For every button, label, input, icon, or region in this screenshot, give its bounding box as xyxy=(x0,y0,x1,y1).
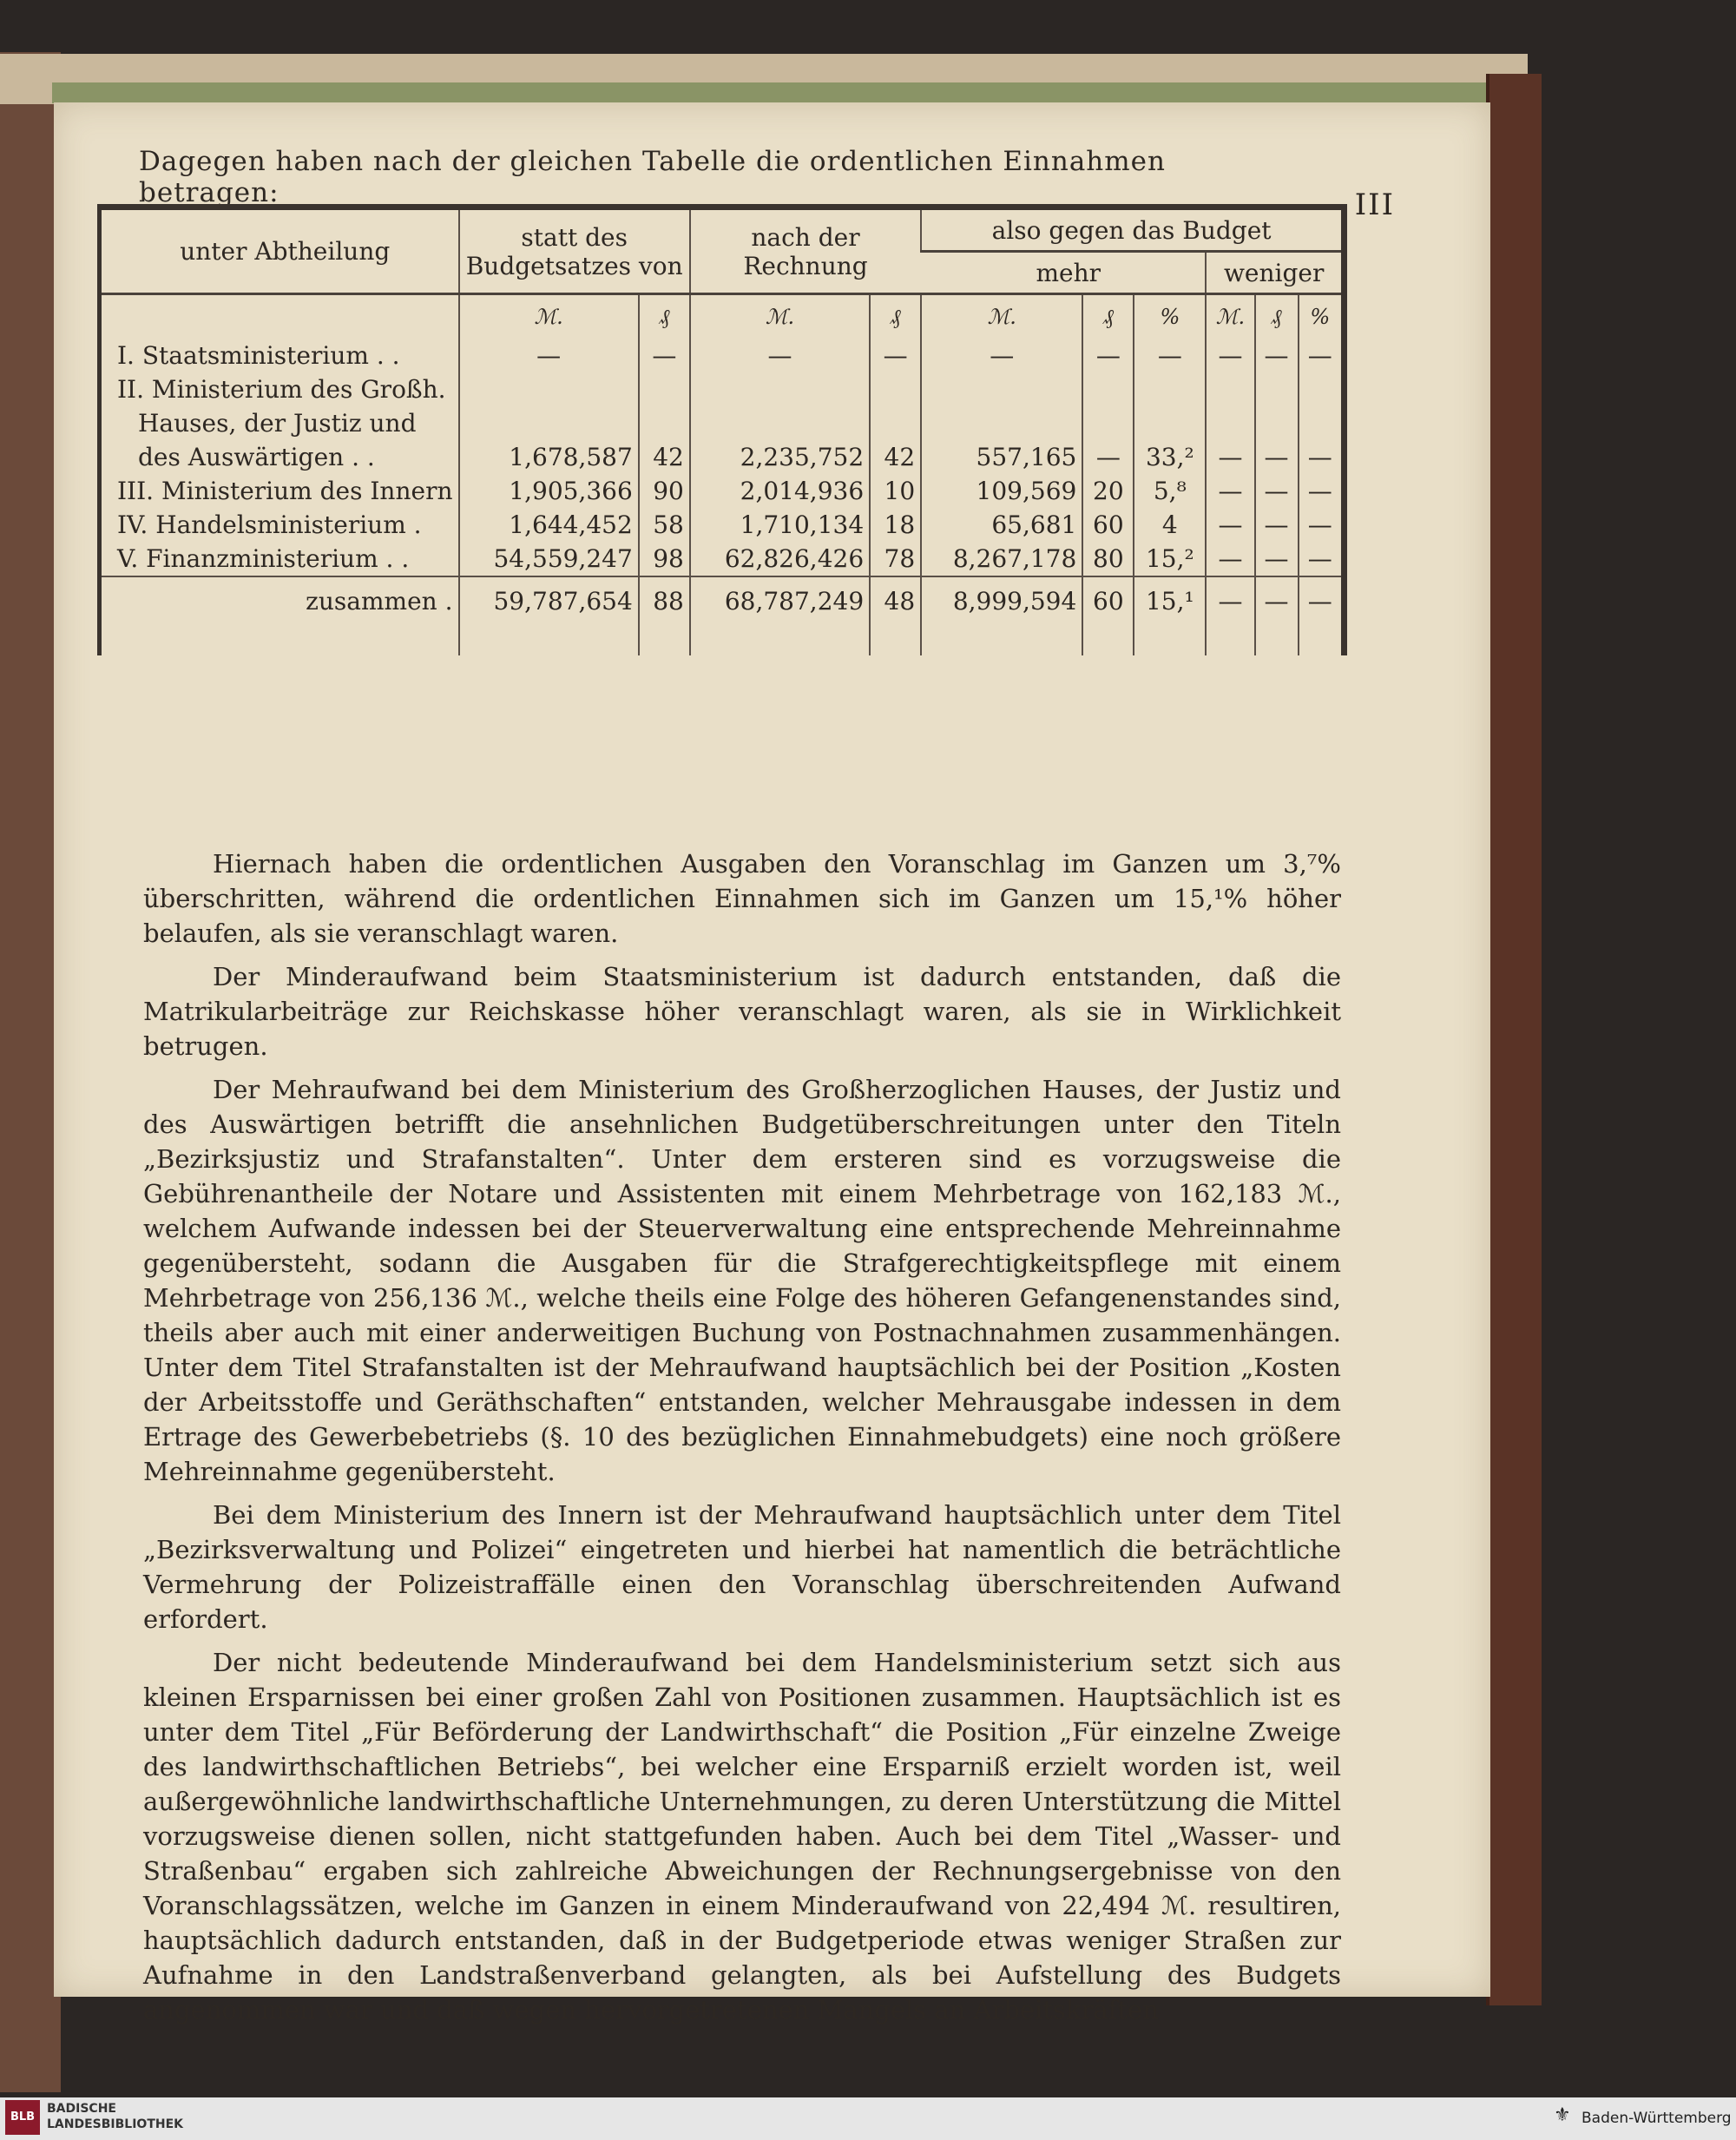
revenue-table xyxy=(97,204,1347,655)
cell-weniger-m: — xyxy=(1206,508,1254,542)
unit-blank xyxy=(100,294,459,339)
state-name: Baden-Württemberg xyxy=(1581,2110,1732,2127)
cell-weniger-m: — xyxy=(1206,339,1254,372)
table-row xyxy=(100,440,1345,474)
book-cover-right xyxy=(1486,74,1542,2005)
cell-nach-m: 1,710,134 xyxy=(690,508,870,542)
unit-mark: ℳ. xyxy=(921,294,1082,339)
cell-nach-pf: 42 xyxy=(870,440,921,474)
table-spacer-row xyxy=(100,624,1345,655)
unit-mark: ℳ. xyxy=(1206,294,1254,339)
cell-statt-m: 54,559,247 xyxy=(459,542,639,576)
unit-mark: ℳ. xyxy=(690,294,870,339)
row-name: des Auswärtigen . . xyxy=(138,443,375,471)
cell-weniger-pct: — xyxy=(1299,440,1345,474)
unit-pfennig: ₰ xyxy=(639,294,690,339)
cell-mehr-pf: 20 xyxy=(1082,474,1134,508)
cell-nach-m: 62,826,426 xyxy=(690,542,870,576)
header-nach: nach der Rechnung xyxy=(690,207,921,294)
cell-mehr-pf: — xyxy=(1082,339,1134,372)
total-weniger-pct: — xyxy=(1299,576,1345,624)
library-name-line2: LANDESBIBLIOTHEK xyxy=(47,2117,184,2131)
cell-statt-m: 1,644,452 xyxy=(459,508,639,542)
total-mehr-pf: 60 xyxy=(1082,576,1134,624)
header-statt: statt des Budgetsatzes von xyxy=(459,207,690,294)
table-row xyxy=(100,406,1345,440)
table-row xyxy=(100,339,1345,372)
cell-nach-pf: — xyxy=(870,339,921,372)
total-statt-pf: 88 xyxy=(639,576,690,624)
book-edge-left xyxy=(0,52,61,2092)
cell-nach-pf: 18 xyxy=(870,508,921,542)
cell-mehr-pct: 4 xyxy=(1134,508,1206,542)
cell-mehr-m: 557,165 xyxy=(921,440,1082,474)
cell-mehr-pct: 15,² xyxy=(1134,542,1206,576)
cell-nach-m: 2,014,936 xyxy=(690,474,870,508)
row-name: IV. Handelsministerium . xyxy=(117,510,422,539)
cell-mehr-m: 8,267,178 xyxy=(921,542,1082,576)
total-statt-m: 59,787,654 xyxy=(459,576,639,624)
unit-pfennig: ₰ xyxy=(870,294,921,339)
cell-statt-m: 1,678,587 xyxy=(459,440,639,474)
table-row xyxy=(100,474,1345,508)
cell-mehr-pct: 5,⁸ xyxy=(1134,474,1206,508)
cell-weniger-pf: — xyxy=(1255,440,1299,474)
cell-nach-pf: 78 xyxy=(870,542,921,576)
header-mehr: mehr xyxy=(921,252,1206,294)
unit-mark: ℳ. xyxy=(459,294,639,339)
header-weniger: weniger xyxy=(1206,252,1344,294)
cell-mehr-pf: 80 xyxy=(1082,542,1134,576)
cell-mehr-m: 65,681 xyxy=(921,508,1082,542)
total-weniger-m: — xyxy=(1206,576,1254,624)
cell-weniger-pct: — xyxy=(1299,542,1345,576)
cell-weniger-m: — xyxy=(1206,440,1254,474)
table-unit-row xyxy=(100,294,1345,339)
intro-line: Dagegen haben nach der gleichen Tabelle die ordentlichen Einnahmen betragen: xyxy=(139,146,1166,208)
cell-weniger-pf: — xyxy=(1255,474,1299,508)
total-label: zusammen . xyxy=(100,576,459,624)
blb-logo: BLB xyxy=(5,2100,40,2135)
cell-weniger-pf: — xyxy=(1255,339,1299,372)
cell-mehr-pct: — xyxy=(1134,339,1206,372)
cell-mehr-pct: 33,² xyxy=(1134,440,1206,474)
cell-statt-m: — xyxy=(459,339,639,372)
paragraph: Der Minderaufwand beim Staatsministerium ist dadurch entstanden, daß die Matrikularbeiträge zur Reichskasse höher veranschlagt waren, als sie in Wirklichkeit betrugen. xyxy=(143,962,1341,1061)
cell-weniger-m: — xyxy=(1206,474,1254,508)
total-nach-m: 68,787,249 xyxy=(690,576,870,624)
row-name: I. Staatsministerium . . xyxy=(117,341,400,370)
row-name: V. Finanzministerium . . xyxy=(117,544,410,573)
unit-pfennig: ₰ xyxy=(1082,294,1134,339)
header-also: also gegen das Budget xyxy=(921,207,1344,252)
cell-weniger-m: — xyxy=(1206,542,1254,576)
cell-weniger-pct: — xyxy=(1299,474,1345,508)
cell-statt-pf: 98 xyxy=(639,542,690,576)
cell-weniger-pct: — xyxy=(1299,508,1345,542)
cell-statt-pf: 58 xyxy=(639,508,690,542)
paragraph: Der Mehraufwand bei dem Ministerium des Großherzoglichen Hauses, der Justiz und des Auswärtigen betrifft die ansehnlichen Budgetüberschreitungen unter den Titeln „Bezirksjustiz und Strafanstalten“. Unter dem ersteren sind es vorzugsweise die Gebührenantheile der Notare und Assistenten mit einem Mehrbetrage von 162,183 ℳ., welchem Aufwande indessen bei der Steuerverwaltung eine entsprechende Mehreinnahme gegenübersteht, sodann die Ausgaben für die Strafgerechtigkeitspflege mit einem Mehrbetrage von 256,136 ℳ., welche theils eine Folge des höheren Gefangenenstandes sind, theils aber auch mit einer anderweitigen Buchung von Postnachnahmen zusammenhängen. Unter dem Titel Strafanstalten ist der Mehraufwand hauptsächlich bei der Position „Kosten der Arbeitsstoffe und Geräthschaften“ entstanden, welcher Mehrausgabe indessen in dem Ertrage des Gewerbebetriebs (§. 10 des bezüglichen Einnahmebudgets) eine noch größere Mehreinnahme gegenübersteht. xyxy=(143,1075,1341,1486)
viewer-footer xyxy=(0,2097,1736,2140)
paragraph: Hiernach haben die ordentlichen Ausgaben den Voranschlag im Ganzen um 3,⁷% überschritten, während die ordentlichen Einnahmen sich im Ganzen um 15,¹% höher belaufen, als sie veranschlagt waren. xyxy=(143,849,1341,948)
paragraph: Bei dem Ministerium des Innern ist der Mehraufwand hauptsächlich unter dem Titel „Bezirksverwaltung und Polizei“ eingetreten und hierbei hat namentlich die beträchtliche Vermehrung der Polizeistraffälle einen den Voranschlag überschreitenden Aufwand erfordert. xyxy=(143,1500,1341,1634)
paragraph: Der nicht bedeutende Minderaufwand bei dem Handelsministerium setzt sich aus kleinen Ersparnissen bei einer großen Zahl von Positionen zusammen. Hauptsächlich ist es unter dem Titel „Für Beförderung der Landwirthschaft“ die Position „Für einzelne Zweige des landwirthschaftlichen Betriebs“, bei welcher eine Ersparniß erzielt worden ist, weil außergewöhnliche landwirthschaftliche Unternehmungen, zu deren Unterstützung die Mittel vorzugsweise dienen sollen, nicht stattgefunden haben. Auch bei dem Titel „Wasser- und Straßenbau“ ergaben sich zahlreiche Abweichungen der Rechnungsergebnisse von den Voranschlagssätzen, welche im Ganzen in einem Minderaufwand von 22,494 ℳ. resultiren, hauptsächlich dadurch entstanden, daß in der Budgetperiode etwas weniger Straßen zur Aufnahme in den Landstraßenverband gelangten, als bei Aufstellung des Budgets angenommen war und daß wegen hervorgetretenen Mangels an Arbeitskräften xyxy=(143,1648,1341,2025)
page-number: III xyxy=(1354,188,1395,222)
cell-mehr-pf: 60 xyxy=(1082,508,1134,542)
cell-statt-pf: 90 xyxy=(639,474,690,508)
library-name-line1: BADISCHE xyxy=(47,2102,116,2116)
cell-weniger-pf: — xyxy=(1255,508,1299,542)
total-mehr-m: 8,999,594 xyxy=(921,576,1082,624)
cell-nach-m: 2,235,752 xyxy=(690,440,870,474)
cell-nach-m: — xyxy=(690,339,870,372)
unit-percent: % xyxy=(1299,294,1345,339)
total-nach-pf: 48 xyxy=(870,576,921,624)
cell-statt-m: 1,905,366 xyxy=(459,474,639,508)
total-mehr-pct: 15,¹ xyxy=(1134,576,1206,624)
library-name xyxy=(47,2101,183,2132)
table-total-row xyxy=(100,576,1345,624)
unit-percent: % xyxy=(1134,294,1206,339)
book-edge-green xyxy=(52,82,1493,103)
table-row xyxy=(100,508,1345,542)
cell-mehr-m: — xyxy=(921,339,1082,372)
cell-mehr-pf: — xyxy=(1082,440,1134,474)
cell-statt-pf: — xyxy=(639,339,690,372)
coat-of-arms-icon: ⚜ xyxy=(1554,2104,1571,2126)
row-name: II. Ministerium des Großh. xyxy=(117,375,446,404)
table-row xyxy=(100,542,1345,576)
row-name: Hauses, der Justiz und xyxy=(138,409,417,438)
body-text xyxy=(143,846,1341,2036)
row-name: III. Ministerium des Innern xyxy=(117,477,453,505)
total-weniger-pf: — xyxy=(1255,576,1299,624)
header-abtheilung: unter Abtheilung xyxy=(100,207,459,294)
unit-pfennig: ₰ xyxy=(1255,294,1299,339)
cell-statt-pf: 42 xyxy=(639,440,690,474)
cell-weniger-pf: — xyxy=(1255,542,1299,576)
table-header-row xyxy=(100,207,1345,252)
cell-weniger-pct: — xyxy=(1299,339,1345,372)
table-row xyxy=(100,372,1345,406)
cell-nach-pf: 10 xyxy=(870,474,921,508)
cell-mehr-m: 109,569 xyxy=(921,474,1082,508)
